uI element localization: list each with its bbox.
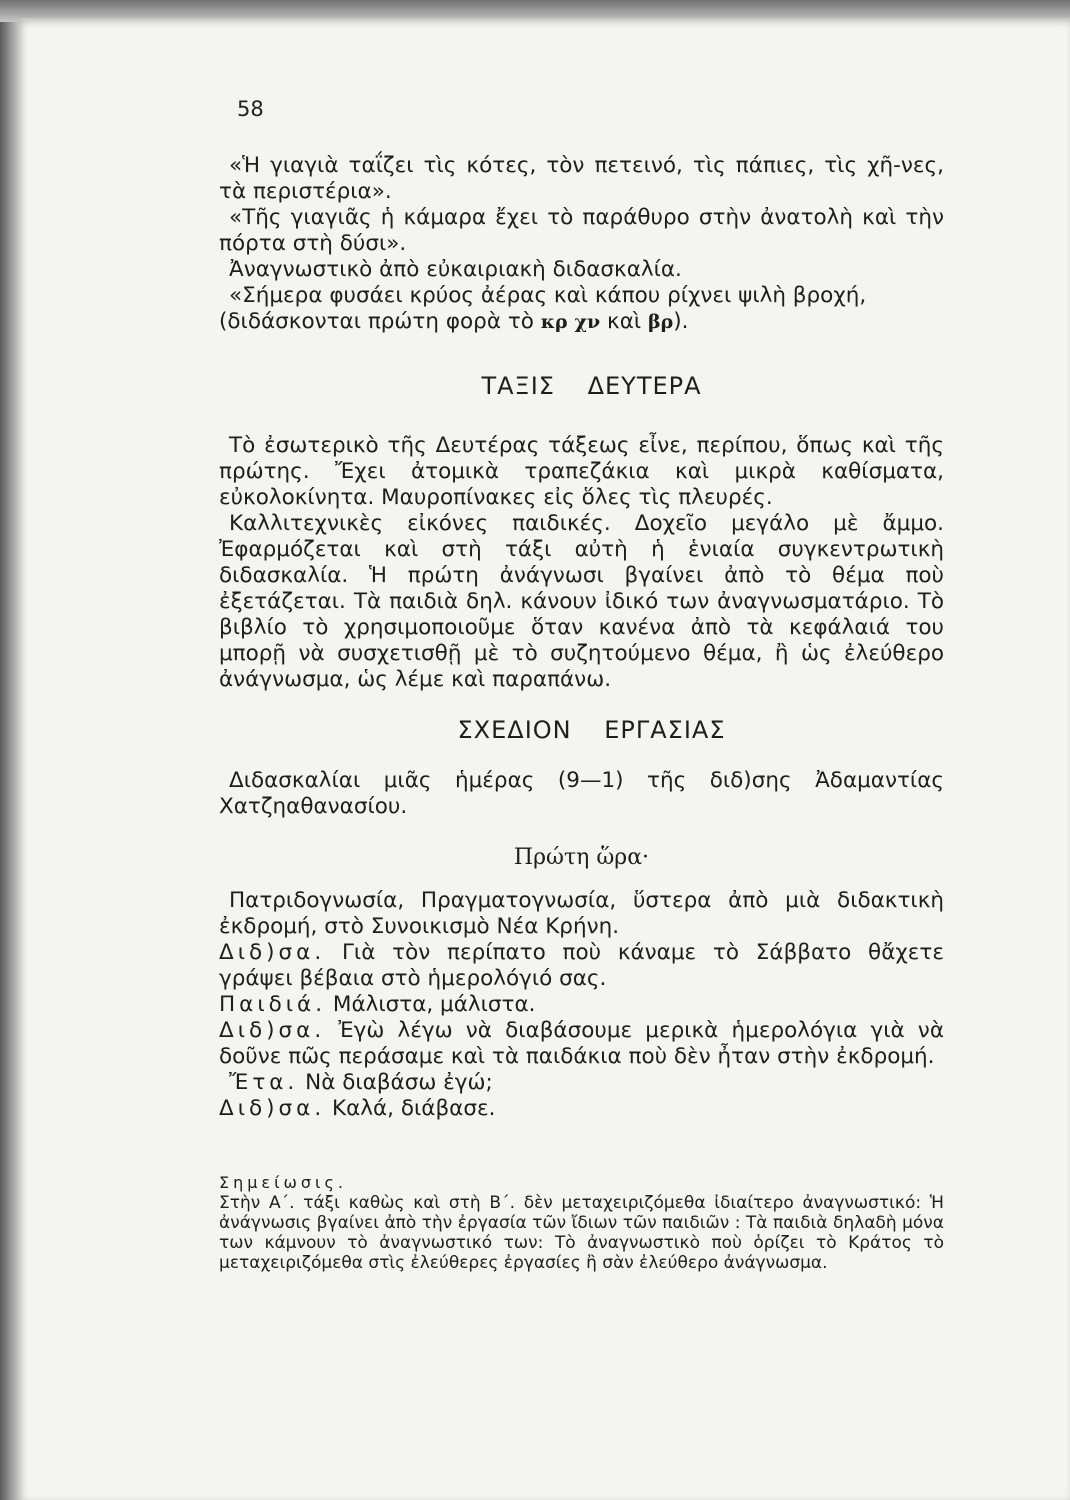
dialogue-line-2: [219, 992, 944, 1018]
consonant-note-suffix: ).: [673, 309, 689, 334]
consonant-chn: χν: [574, 311, 601, 333]
utterance: Καλά, διάβασε.: [332, 1096, 496, 1121]
plan-title-word-2: ΕΡΓΑΣΙΑΣ: [604, 716, 726, 744]
section-title: [219, 373, 944, 399]
dialogue-line-1: [219, 940, 944, 992]
consonant-note: [219, 309, 944, 335]
intro-line-2: «Τῆς γιαγιᾶς ἡ κάμαρα ἔχει τὸ παράθυρο στὴν ἀνατολὴ καὶ τὴν πόρτα στὴ δύσι».: [219, 205, 944, 256]
dialogue-line-3: [219, 1018, 944, 1070]
section-paragraph-1: Τὸ ἐσωτερικὸ τῆς Δευτέρας τάξεως εἶνε, περίπου, ὅπως καὶ τῆς πρώτης. Ἔχει ἀτομικὰ τραπεζάκια καὶ μικρὰ καθίσματα, εὐκολοκίνητα. Μαυροπίνακες εἰς ὅλες τὶς πλευρές.: [219, 433, 944, 510]
section-title-word-1: ΤΑΞΙΣ: [481, 372, 555, 400]
consonant-kr: κρ: [540, 311, 568, 333]
first-hour-title: [219, 845, 944, 871]
speaker: Διδ)σα.: [219, 1018, 326, 1043]
section-paragraph-2: Καλλιτεχνικὲς εἰκόνες παιδικές. Δοχεῖο μεγάλο μὲ ἄμμο. Ἐφαρμόζεται καὶ στὴ τάξι αὐτὴ ἡ ἑνιαία συγκεντρωτικὴ διδασκαλία. Ἡ πρώτη ἀνάγνωσι βγαίνει ἀπὸ τὸ θέμα ποὺ ἐξετάζεται. Τὰ παιδιὰ δηλ. κάνουν ἰδικό των ἀναγνωσματάριο. Τὸ βιβλίο τὸ χρησιμοποιοῦμε ὅταν κανένα ἀπὸ τὰ κεφάλαιά του μπορῇ νὰ συσχετισθῇ μὲ τὸ συζητούμενο θέμα, ἢ ὡς ἐλεύθερο ἀνάγνωσμα, ὡς λέμε καὶ παραπάνω.: [219, 511, 944, 692]
intro-line-3: Ἀναγνωστικὸ ἀπὸ εὐκαιριακὴ διδασκαλία.: [229, 257, 682, 282]
section-title-word-2: ΔΕΥΤΕΡΑ: [587, 372, 702, 400]
section-body: [219, 433, 944, 693]
utterance: Ἐγὼ λέγω νὰ διαβάσουμε μερικὰ ἡμερολόγια γιὰ νὰ δοῦνε πῶς περάσαμε καὶ τὰ παιδάκια ποὺ δὲν ἦταν στὴν ἐκδρομή.: [219, 1018, 944, 1069]
plan-intro-text: Διδασκαλίαι μιᾶς ἡμέρας (9—1) τῆς διδ)σης Ἀδαμαντίας Χατζηαθανασίου.: [219, 768, 944, 819]
utterance: Μάλιστα, μάλιστα.: [332, 992, 536, 1017]
first-hour-heading: Πρώτη ὥρα·: [513, 845, 650, 870]
intro-line-1: «Ἡ γιαγιὰ ταΐζει τὶς κότες, τὸν πετεινό, τὶς πάπιες, τὶς χῆ-νες, τὰ περιστέρια».: [219, 153, 944, 204]
note-text: Στὴν Α΄. τάξι καθὼς καὶ στὴ Β΄. δὲν μεταχειριζόμεθα ἰδιαίτερο ἀναγνωστικό: Ἡ ἀνάγνωσις βγαίνει ἀπὸ τὴν ἐργασία τῶν ἴδιων τῶν παιδιῶν : Τὰ παιδιὰ δηλαδὴ μόνα των κάμνουν τὸ ἀναγνωστικό των: Τὸ ἀναγνωστικὸ ποὺ ὁρίζει τὸ Κράτος τὸ μεταχειριζόμεθα στὶς ἐλεύθερες ἐργασίες ἢ σὰν ἐλεύθερο ἀνάγνωσμα.: [219, 1193, 944, 1273]
utterance: Γιὰ τὸν περίπατο ποὺ κάναμε τὸ Σάββατο θἄχετε γράψει βέβαια στὸ ἡμερολόγιό σας.: [219, 940, 944, 991]
weather-sentence: «Σήμερα φυσάει κρύος ἀέρας καὶ κάπου ρίχνει ψιλὴ βροχή,: [229, 283, 867, 308]
intro-block: [219, 153, 944, 335]
first-hour-paragraph: Πατριδογνωσία, Πραγματογνωσία, ὕστερα ἀπὸ μιὰ διδακτικὴ ἐκδρομή, στὸ Συνοικισμὸ Νέα Κρήνη.: [219, 888, 944, 939]
speaker: Διδ)σα.: [219, 1096, 326, 1121]
consonant-note-prefix: (διδάσκονται πρώτη φορὰ τὸ: [219, 309, 534, 334]
consonant-and: καὶ: [607, 309, 642, 334]
note-title: Σημείωσις.: [219, 1173, 347, 1192]
plan-title-word-1: ΣΧΕΔΙΟΝ: [457, 716, 572, 744]
speaker: Ἔτα.: [229, 1070, 299, 1095]
utterance: Νὰ διαβάσω ἐγώ;: [305, 1070, 493, 1095]
speaker: Παιδιά.: [219, 992, 327, 1017]
plan-intro: [219, 768, 944, 820]
page-number: 58: [237, 97, 264, 121]
speaker: Διδ)σα.: [219, 940, 326, 965]
dialogue-line-5: [219, 1096, 944, 1122]
plan-title: [219, 717, 944, 743]
dialogue-line-4: [219, 1070, 944, 1096]
footnote: [219, 1173, 944, 1273]
consonant-vr: βρ: [648, 311, 674, 333]
lesson-body: [219, 888, 944, 1122]
